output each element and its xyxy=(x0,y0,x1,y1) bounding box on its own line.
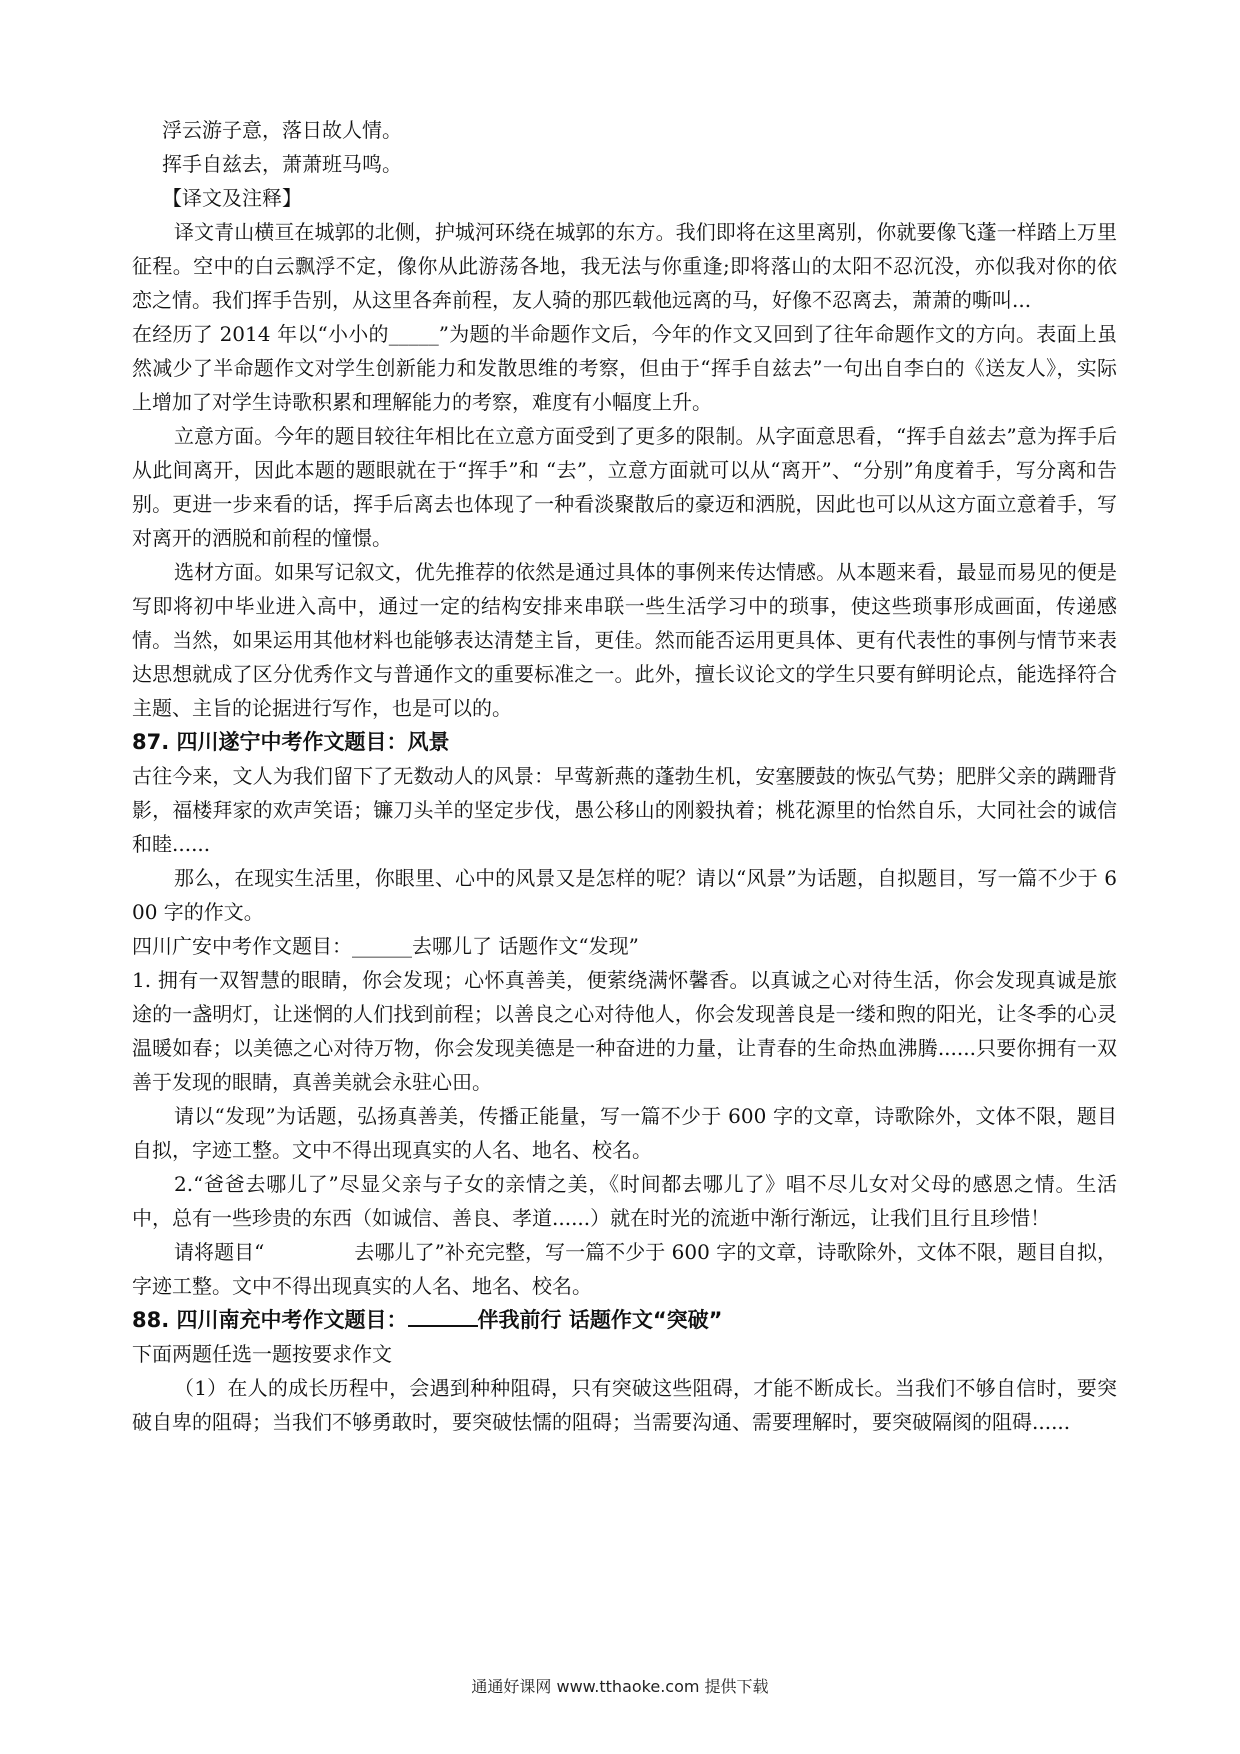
guangan-fill-paragraph xyxy=(132,1235,1117,1303)
document-body xyxy=(132,113,1117,1439)
theme-paragraph: 立意方面。今年的题目较往年相比在立意方面受到了更多的限制。从字面意思看，“挥手自兹去”意为挥手后从此间离开，因此本题的题眼就在于“挥手”和 “去”，立意方面就可以从“离开”、“分别”角度着手，写分离和告别。更进一步来看的话，挥手后离去也体现了一种看淡聚散后的豪迈和洒脱，因此也可以从这方面立意着手，写对离开的洒脱和前程的憧憬。 xyxy=(132,424,1117,550)
blank-underline xyxy=(408,1304,478,1327)
section-label: 【译文及注释】 xyxy=(162,186,302,210)
page-footer: 通通好课网 www.tthaoke.com 提供下载 xyxy=(471,1677,769,1696)
guangan-paragraph: 2.“爸爸去哪儿了”尽显父亲与子女的亲情之美，《时间都去哪儿了》唱不尽儿女对父母的感恩之情。生活中，总有一些珍贵的东西（如诚信、善良、孝道......）就在时光的流逝中渐行渐远，让我们且行且珍惜！ xyxy=(132,1172,1117,1230)
text-segment: 去哪儿了”补充完整，写一篇不少于 600 字的文章，诗歌除外，文体不限，题目自拟，字迹工整。文中不得出现真实的人名、地名、校名。 xyxy=(132,1240,1117,1298)
material-paragraph: 选材方面。如果写记叙文，优先推荐的依然是通过具体的事例来传达情感。从本题来看，最显而易见的便是写即将初中毕业进入高中，通过一定的结构安排来串联一些生活学习中的琐事，使这些琐事形成画面，传递感情。当然，如果运用其他材料也能够表达清楚主旨，更佳。然而能否运用更具体、更有代表性的事例与情节来表达思想就成了区分优秀作文与普通作文的重要标准之一。此外，擅长议论文的学生只要有鲜明论点，能选择符合主题、主旨的论据进行写作，也是可以的。 xyxy=(132,560,1117,720)
section-87-paragraph: 那么，在现实生活里，你眼里、心中的风景又是怎样的呢？请以“风景”为话题，自拟题目，写一篇不少于 600 字的作文。 xyxy=(132,866,1117,924)
poem-line: 挥手自兹去，萧萧班马鸣。 xyxy=(162,152,402,176)
section-88-paragraph: （1）在人的成长历程中，会遇到种种阻碍，只有突破这些阻碍，才能不断成长。当我们不够自信时，要突破自卑的阻碍；当我们不够勇敢时，要突破怯懦的阻碍；当需要沟通、需要理解时，要突破隔阂的阻碍...... xyxy=(132,1376,1117,1434)
poem-line: 浮云游子意，落日故人情。 xyxy=(162,118,402,142)
guangan-paragraph: 1. 拥有一双智慧的眼睛，你会发现；心怀真善美，便萦绕满怀馨香。以真诚之心对待生活，你会发现真诚是旅途的一盏明灯，让迷惘的人们找到前程；以善良之心对待他人，你会发现善良是一缕和煦的阳光，让冬季的心灵温暖如春；以美德之心对待万物，你会发现美德是一种奋进的力量，让青春的生命热血沸腾......只要你拥有一双善于发现的眼睛，真善美就会永驻心田。 xyxy=(132,968,1117,1094)
text-segment: 请将题目“ xyxy=(174,1240,265,1264)
translation-paragraph: 译文青山横亘在城郭的北侧，护城河环绕在城郭的东方。我们即将在这里离别，你就要像飞蓬一样踏上万里征程。空中的白云飘浮不定，像你从此游荡各地，我无法与你重逢;即将落山的太阳不忍沉没，亦似我对你的依恋之情。我们挥手告别，从这里各奔前程，友人骑的那匹载他远离的马，好像不忍离去，萧萧的嘶叫... xyxy=(132,220,1117,312)
heading-segment: 88. 四川南充中考作文题目： xyxy=(132,1308,408,1332)
section-88-heading xyxy=(132,1303,1117,1337)
section-87-paragraph: 古往今来，文人为我们留下了无数动人的风景：早莺新燕的蓬勃生机，安塞腰鼓的恢弘气势；肥胖父亲的蹒跚背影，福楼拜家的欢声笑语；镰刀头羊的坚定步伐，愚公移山的刚毅执着；桃花源里的怡然自乐，大同社会的诚信和睦...... xyxy=(132,764,1117,856)
intro-paragraph: 在经历了 2014 年以“小小的_____”为题的半命题作文后，今年的作文又回到了往年命题作文的方向。表面上虽然减少了半命题作文对学生创新能力和发散思维的考察，但由于“挥手自兹去”一句出自李白的《送友人》，实际上增加了对学生诗歌积累和理解能力的考察，难度有小幅度上升。 xyxy=(132,322,1117,414)
section-88-paragraph: 下面两题任选一题按要求作文 xyxy=(132,1342,392,1366)
guangan-paragraph: 请以“发现”为话题，弘扬真善美，传播正能量，写一篇不少于 600 字的文章，诗歌除外，文体不限，题目自拟，字迹工整。文中不得出现真实的人名、地名、校名。 xyxy=(132,1104,1117,1162)
guangan-title: 四川广安中考作文题目：______去哪儿了 话题作文“发现” xyxy=(132,934,639,958)
section-87-heading: 87. 四川遂宁中考作文题目：风景 xyxy=(132,730,450,754)
heading-segment: 伴我前行 话题作文“突破” xyxy=(477,1308,723,1332)
